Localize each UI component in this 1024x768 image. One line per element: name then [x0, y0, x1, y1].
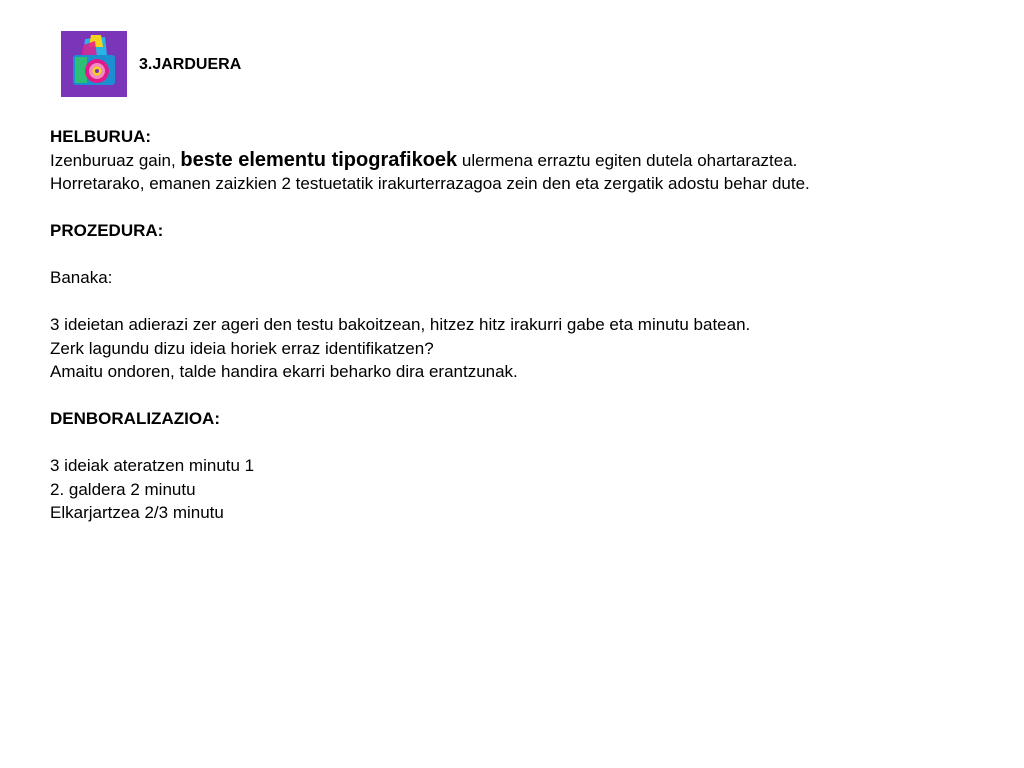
procedure-mode: Banaka:: [50, 268, 113, 287]
procedure-heading: PROZEDURA:: [50, 221, 164, 240]
timing-item-2: 2. galdera 2 minutu: [50, 479, 196, 499]
objective-emphasis: beste elementu tipografikoek: [180, 148, 458, 171]
objective-line-1-end: ulermena erraztu egiten dutela ohartaraztea.: [457, 150, 798, 170]
activity-content: [50, 125, 1010, 525]
timing-item-1: 3 ideiak ateratzen minutu 1: [50, 456, 255, 475]
activity-title: 3.JARDUERA: [139, 56, 242, 73]
objective-heading: HELBURUA:: [50, 127, 152, 146]
procedure-step-2: Zerk lagundu dizu ideia horiek erraz identifikatzen?: [50, 338, 434, 358]
camera-logo-icon: [61, 31, 127, 97]
objective-line-1: [50, 149, 1010, 173]
objective-line-2: Horretarako, emanen zaizkien 2 testuetatik irakurterrazagoa zein den eta zergatik adostu behar dute.: [50, 174, 810, 193]
procedure-step-3: Amaitu ondoren, talde handira ekarri beharko dira erantzunak.: [50, 362, 518, 381]
timing-heading: DENBORALIZAZIOA:: [50, 409, 220, 428]
procedure-step-1: 3 ideietan adierazi zer ageri den testu bakoitzean, hitzez hitz irakurri gabe eta minutu batean.: [50, 315, 751, 334]
objective-line-1-start: Izenburuaz gain,: [50, 150, 181, 170]
timing-item-3: Elkarjartzea 2/3 minutu: [50, 503, 224, 522]
